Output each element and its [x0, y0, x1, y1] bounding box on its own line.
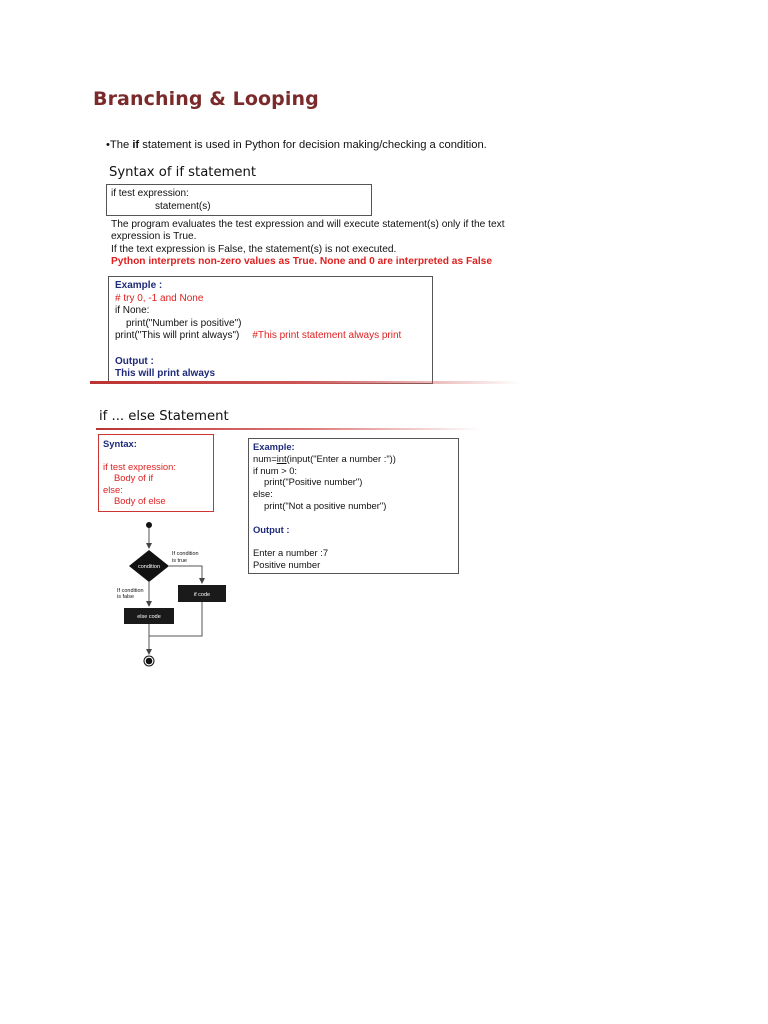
if-else-syntax-line4: Body of else [114, 495, 166, 507]
section-divider-1 [90, 381, 520, 384]
if-syntax-line1: if test expression: [111, 188, 189, 199]
true-label-2: is true [172, 558, 187, 564]
if-example-comment: # try 0, -1 and None [115, 292, 204, 304]
false-label-1: If condition [117, 588, 144, 594]
if-else-example-label: Example: [253, 441, 295, 452]
line1-post: (input("Enter a number :")) [286, 452, 396, 464]
if-example-line2: print("Number is positive") [126, 317, 242, 329]
if-else-syntax-line3: else: [103, 483, 123, 495]
if-else-example-line2: if num > 0: [253, 464, 298, 476]
explain-line1: The program evaluates the test expression and will execute statement(s) only if the text [111, 219, 505, 230]
explain-line3: If the text expression is False, the statement(s) is not executed. [111, 243, 397, 255]
if-example-line3: print("This will print always") [115, 330, 240, 342]
explain-line2: expression is True. [111, 231, 197, 243]
if-else-syntax-line2: Body of if [114, 472, 154, 484]
if-output-value: This will print always [115, 368, 216, 380]
if-output-label: Output : [115, 355, 154, 367]
if-else-flowchart [100, 520, 240, 670]
section-divider-2 [96, 428, 481, 430]
explain-red-note: Python interprets non-zero values as True. None and 0 are interpreted as False [111, 256, 493, 268]
intro-text [106, 139, 487, 151]
if-example-line1: if None: [115, 305, 150, 317]
intro-keyword: if [132, 139, 140, 151]
if-else-example-line1 [253, 453, 396, 465]
if-else-output-line1: Enter a number :7 [253, 547, 329, 559]
if-syntax-box [106, 184, 372, 216]
if-else-example-line5: print("Not a positive number") [264, 499, 387, 511]
if-example-line3-comment: #This print statement always print [252, 330, 402, 342]
if-else-syntax-line1: if test expression: [103, 460, 176, 472]
if-syntax-heading: Syntax of if statement [109, 165, 257, 180]
bullet: • [106, 139, 110, 151]
page-title: Branching & Looping [93, 88, 319, 110]
if-else-output-label: Output : [253, 523, 290, 535]
if-example-line3-row [115, 330, 401, 343]
true-label-1: If condition [172, 551, 199, 557]
true-branch-arrow [169, 566, 202, 583]
intro-post: statement is used in Python for decision making/checking a condition. [139, 139, 487, 151]
end-node [146, 658, 153, 665]
if-else-syntax-label: Syntax: [103, 438, 137, 449]
if-else-output-line2: Positive number [253, 558, 321, 570]
if-else-example-line4: else: [253, 488, 273, 500]
condition-label: condition [137, 564, 161, 570]
line1-int: int [276, 452, 287, 464]
start-node [146, 522, 152, 528]
if-else-heading: if ... else Statement [99, 409, 229, 424]
else-code-label: else code [137, 614, 161, 620]
false-label-2: is false [117, 594, 135, 600]
if-else-example-line3: print("Positive number") [264, 476, 363, 488]
if-explanation [111, 219, 521, 269]
if-syntax-line2: statement(s) [155, 201, 211, 212]
if-code-label: if code [193, 592, 211, 598]
intro-pre: The [109, 139, 133, 151]
if-example-label: Example : [115, 280, 163, 291]
if-example-box [108, 276, 433, 384]
if-else-syntax-box [98, 434, 214, 512]
line1-pre: num= [253, 452, 277, 464]
if-else-example-box [248, 438, 459, 574]
